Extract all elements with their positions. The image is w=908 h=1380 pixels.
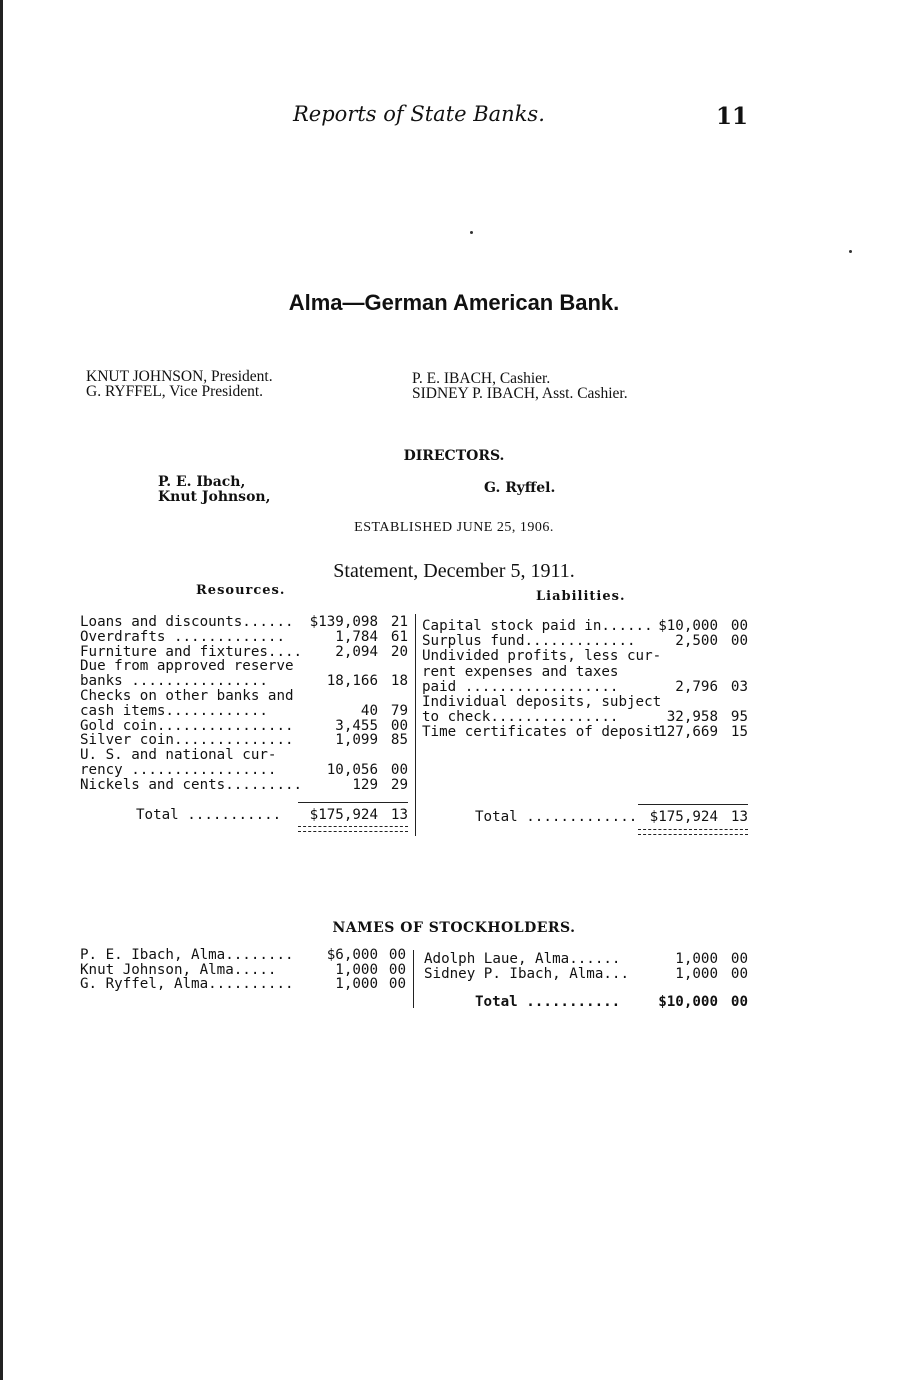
item-label: to check............... [422,709,619,726]
established-date: ESTABLISHED JUNE 25, 1906. [354,520,554,535]
item-label: rent expenses and taxes [422,663,619,680]
scan-edge-line [0,0,3,1380]
item-label: Undivided profits, less cur- [422,648,662,665]
item-label: Overdrafts ............. [80,628,285,645]
item-dollars: 10,056 [326,762,378,778]
total-label: Total ............. [475,809,638,825]
statement-title: Statement, December 5, 1911. [333,560,575,582]
item-label: rency ................. [80,762,277,778]
item-label: Knut Johnson, Alma..... [80,961,277,978]
directors-heading: DIRECTORS. [403,448,505,464]
page-number: 11 [716,103,749,130]
total-dollars: $175,924 [309,807,378,823]
item-label: P. E. Ibach, Alma........ [80,947,294,963]
item-cents: 00 [390,762,408,778]
subtotal-rule [298,802,408,803]
total-label: Total ........... [475,994,621,1010]
officer-line: G. RYFFEL, Vice President. [86,383,264,400]
item-label: Furniture and fixtures.... [80,643,303,660]
item-cents: 00 [388,961,406,978]
scan-speck [849,250,852,253]
item-dollars: 1,784 [335,628,378,645]
column-divider [415,614,416,836]
item-cents: 20 [390,643,408,660]
item-cents: 29 [390,776,408,793]
item-cents: 79 [390,702,408,719]
officer-line: KNUT JOHNSON, President. [86,368,273,385]
item-label: Capital stock paid in...... [422,618,653,634]
officers-right [412,371,628,401]
item-label: Due from approved reserve [80,658,294,675]
item-dollars: 129 [352,776,378,793]
item-cents: 00 [730,633,748,650]
item-cents: 95 [730,709,748,726]
item-label: G. Ryffel, Alma.......... [80,976,294,992]
liabilities-heading: Liabilities. [536,589,626,604]
item-label: Surplus fund............. [422,633,636,650]
item-cents: 85 [390,732,408,749]
item-dollars: 3,455 [335,717,378,734]
total-double-rule [298,826,408,832]
item-cents: 00 [730,618,748,634]
stockholders-divider [413,950,414,1008]
item-dollars: 18,166 [326,673,378,690]
total-cents: 13 [390,807,408,823]
item-label: Loans and discounts...... [80,614,294,630]
item-dollars: $139,098 [309,614,378,630]
total-double-rule [638,829,748,835]
item-cents: 00 [730,951,748,967]
subtotal-rule [638,804,748,805]
bank-title: Alma—German American Bank. [288,290,620,315]
item-dollars: 127,669 [658,724,718,741]
item-cents: 61 [390,628,408,645]
item-dollars: 1,000 [335,961,378,978]
item-cents: 18 [390,673,408,690]
total-dollars: $175,924 [649,809,718,825]
item-label: Sidney P. Ibach, Alma... [424,965,629,982]
running-title: Reports of State Banks. [293,102,545,126]
stockholders-heading: NAMES OF STOCKHOLDERS. [332,920,576,936]
item-dollars: 1,000 [335,976,378,992]
item-label: banks ................ [80,673,268,690]
total-dollars: $10,000 [658,994,718,1010]
item-cents: 03 [730,678,748,695]
officer-line: P. E. IBACH, Cashier. [412,370,551,387]
item-dollars: $6,000 [326,947,378,963]
officer-line: SIDNEY P. IBACH, Asst. Cashier. [412,385,628,402]
total-label: Total ........... [136,807,282,823]
item-dollars: 2,094 [335,643,378,660]
item-label: cash items............ [80,702,268,719]
item-label: U. S. and national cur- [80,747,277,764]
item-cents: 00 [388,947,406,963]
item-dollars: 32,958 [666,709,718,726]
item-label: Individual deposits, subject [422,694,662,710]
directors-left [158,475,270,505]
item-label: Adolph Laue, Alma...... [424,951,621,967]
item-label: Time certificates of deposit [422,724,662,741]
scan-speck [470,231,473,234]
officers-left [86,369,273,399]
resources-heading: Resources. [196,583,286,598]
item-label: Gold coin................ [80,717,294,734]
total-cents: 00 [730,994,748,1010]
item-dollars: 1,000 [675,951,718,967]
director-name: Knut Johnson, [158,489,271,505]
item-dollars: 2,500 [675,633,718,650]
item-dollars: $10,000 [658,618,718,634]
director-name: G. Ryffel. [484,480,556,496]
item-dollars: 1,000 [675,965,718,982]
item-label: Silver coin.............. [80,732,294,749]
total-cents: 13 [730,809,748,825]
item-cents: 00 [388,976,406,992]
item-cents: 21 [390,614,408,630]
item-cents: 15 [730,724,748,741]
item-label: Nickels and cents......... [80,776,303,793]
item-dollars: 1,099 [335,732,378,749]
item-label: Checks on other banks and [80,688,294,704]
item-label: paid .................. [422,678,619,695]
item-dollars: 40 [360,702,378,719]
item-cents: 00 [730,965,748,982]
director-name: P. E. Ibach, [158,474,246,490]
item-dollars: 2,796 [675,678,718,695]
item-cents: 00 [390,717,408,734]
